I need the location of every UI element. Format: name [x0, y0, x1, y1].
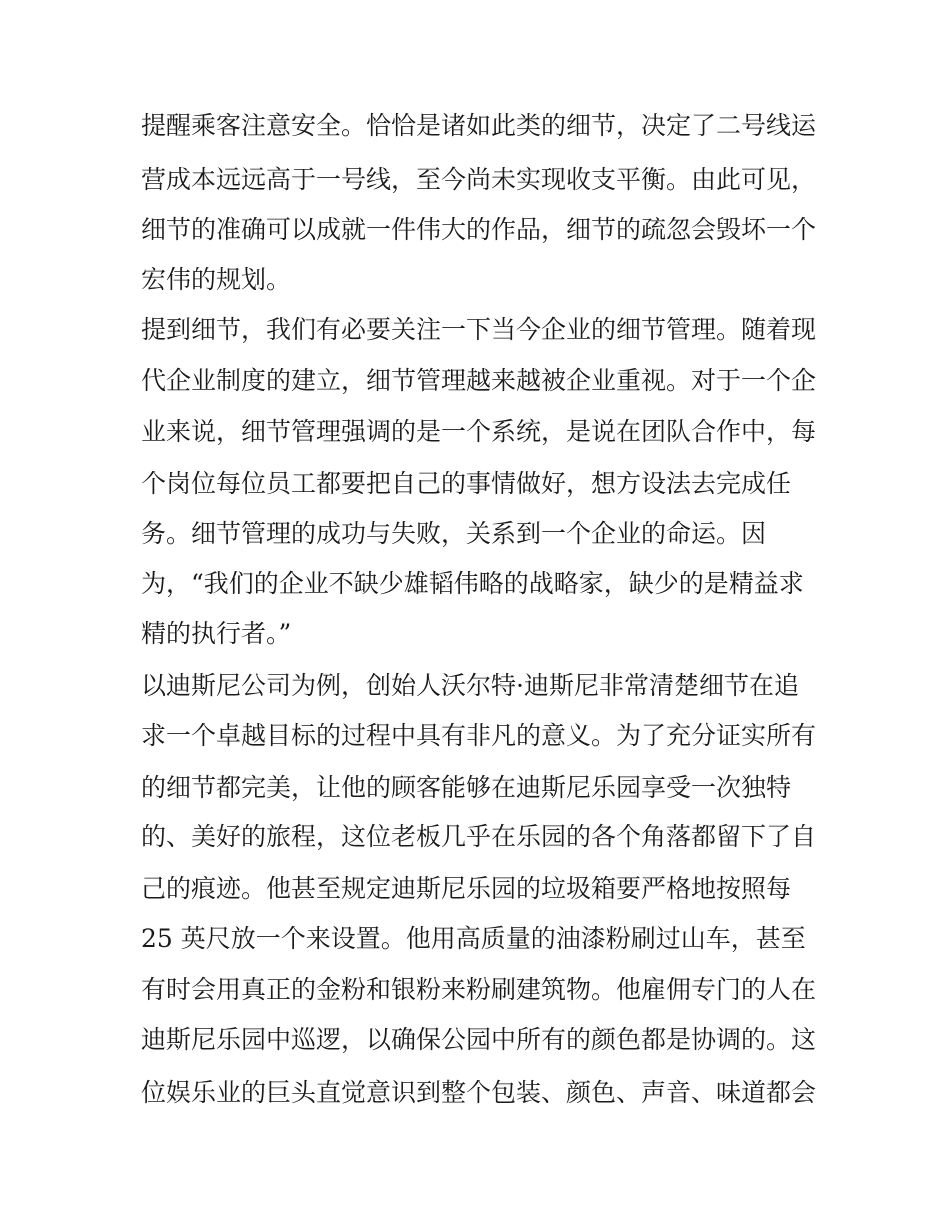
text-line: 提醒乘客注意安全。恰恰是诸如此类的细节，决定了二号线运	[141, 111, 817, 140]
text-line: 细节的准确可以成就一件伟大的作品，细节的疏忽会毁坏一个	[141, 215, 817, 244]
text-line: 宏伟的规划。	[141, 265, 292, 294]
text-line: 营成本远远高于一号线，至今尚未实现收支平衡。由此可见，	[141, 165, 817, 194]
text-line: 为，“我们的企业不缺少雄韬伟略的战略家，缺少的是精益求	[141, 569, 804, 598]
text-line: 提到细节，我们有必要关注一下当今企业的细节管理。随着现	[141, 315, 817, 344]
text-line: 有时会用真正的金粉和银粉来粉刷建筑物。他雇佣专门的人在	[141, 975, 817, 1004]
text-line: 业来说，细节管理强调的是一个系统，是说在团队合作中，每	[141, 417, 817, 446]
text-line: 代企业制度的建立，细节管理越来越被企业重视。对于一个企	[141, 366, 817, 395]
text-line: 以迪斯尼公司为例，创始人沃尔特·迪斯尼非常清楚细节在追	[141, 671, 799, 700]
text-line: 迪斯尼乐园中巡逻，以确保公园中所有的颜色都是协调的。这	[141, 1025, 817, 1054]
text-line: 个岗位每位员工都要把自己的事情做好，想方设法去完成任	[141, 469, 792, 498]
text-line: 精的执行者。”	[141, 619, 292, 648]
text-line: 位娱乐业的巨头直觉意识到整个包装、颜色、声音、味道都会	[141, 1078, 817, 1107]
text-line: 求一个卓越目标的过程中具有非凡的意义。为了充分证实所有	[141, 721, 817, 750]
text-line: 己的痕迹。他甚至规定迪斯尼乐园的垃圾箱要严格地按照每	[141, 874, 792, 903]
text-line: 的、美好的旅程，这位老板几乎在乐园的各个角落都留下了自	[141, 822, 817, 851]
text-line: 务。细节管理的成功与失败，关系到一个企业的命运。因	[141, 519, 767, 548]
text-line: 25 英尺放一个来设置。他用高质量的油漆粉刷过山车，甚至	[141, 924, 806, 953]
text-line: 的细节都完美，让他的顾客能够在迪斯尼乐园享受一次独特	[141, 773, 792, 802]
